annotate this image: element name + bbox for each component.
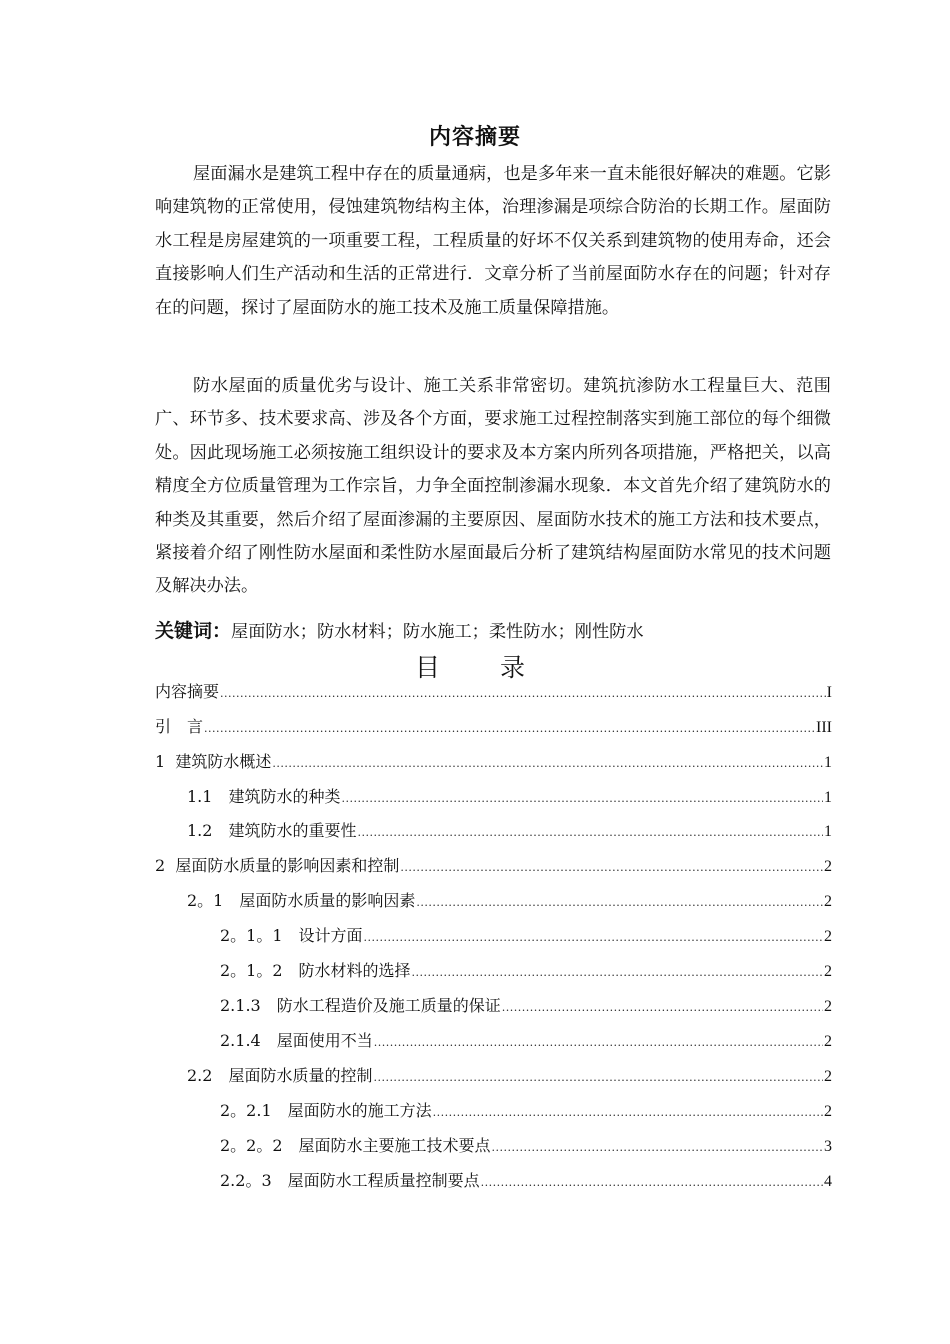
toc-entry-label: 引 言	[155, 717, 204, 736]
toc-entry-page: 1	[824, 823, 832, 840]
toc-entry[interactable]	[220, 994, 832, 1018]
toc-entry-label: 2。1。2 防水材料的选择	[220, 961, 411, 980]
toc-entry[interactable]	[187, 1064, 832, 1088]
abstract-paragraph-1: 屋面漏水是建筑工程中存在的质量通病，也是多年来一直未能很好解决的难题。它影响建筑物的正常使用，侵蚀建筑物结构主体，治理渗漏是项综合防治的长期工作。屋面防水工程是房屋建筑的一项重要工程，工程质量的好坏不仅关系到建筑物的使用寿命，还会直接影响人们生产活动和生活的正常进行．文章分析了当前屋面防水存在的问题；针对存在的问题，探讨了屋面防水的施工技术及施工质量保障措施。	[155, 164, 831, 318]
abstract-paragraph-2: 防水屋面的质量优劣与设计、施工关系非常密切。建筑抗渗防水工程量巨大、范围广、环节多、技术要求高、涉及各个方面，要求施工过程控制落实到施工部位的每个细微处。因此现场施工必须按施工组织设计的要求及本方案内所列各项措施，严格把关，以高精度全方位质量管理为工作宗旨，力争全面控制渗漏水现象．本文首先介绍了建筑防水的种类及其重要，然后介绍了屋面渗漏的主要原因、屋面防水技术的施工方法和技术要点，紧接着介绍了刚性防水屋面和柔性防水屋面最后分析了建筑结构屋面防水常见的技术问题及解决办法。	[155, 376, 831, 597]
toc-entry[interactable]	[187, 819, 832, 843]
toc-entry-page: 4	[824, 1173, 832, 1190]
toc-entry[interactable]	[220, 959, 832, 983]
toc-leader-dots	[492, 1136, 823, 1160]
keywords-label: 关键词：	[155, 620, 232, 642]
toc-entry-page: 2	[824, 1068, 832, 1085]
toc-leader-dots	[502, 996, 823, 1020]
toc-entry[interactable]	[187, 889, 832, 913]
toc-entry-page: I	[826, 684, 832, 701]
toc-entry-page: 2	[824, 998, 832, 1015]
toc-entry[interactable]	[220, 924, 832, 948]
toc-entry[interactable]	[187, 785, 832, 809]
toc-entry[interactable]	[155, 750, 832, 774]
toc-entry-page: III	[816, 719, 832, 736]
toc-entry[interactable]	[155, 854, 832, 878]
abstract-title: 内容摘要	[428, 125, 521, 150]
toc-leader-dots	[416, 891, 823, 915]
toc-leader-dots	[341, 787, 823, 811]
toc-leader-dots	[481, 1171, 823, 1195]
toc-entry-page: 3	[824, 1138, 832, 1155]
toc-entry[interactable]	[155, 715, 832, 739]
keywords-text: 屋面防水；防水材料；防水施工；柔性防水；刚性防水	[231, 622, 644, 642]
toc-leader-dots	[400, 856, 823, 880]
toc-leader-dots	[373, 1066, 823, 1090]
toc-entry[interactable]	[155, 680, 832, 704]
toc-entry-label: 2。1 屋面防水质量的影响因素	[187, 891, 416, 910]
toc-entry-label: 2.2 屋面防水质量的控制	[187, 1066, 373, 1085]
toc-entry[interactable]	[220, 1134, 832, 1158]
toc-entry-page: 2	[824, 893, 832, 910]
toc-entry-label: 1.2 建筑防水的重要性	[187, 821, 357, 840]
toc-entry-label: 2。2.1 屋面防水的施工方法	[220, 1101, 432, 1120]
toc-leader-dots	[374, 1031, 823, 1055]
keywords-line	[155, 616, 644, 647]
toc-entry-label: 2。1。1 设计方面	[220, 926, 363, 945]
toc-leader-dots	[220, 682, 826, 706]
toc-entry-label: 2 屋面防水质量的影响因素和控制	[155, 856, 400, 875]
toc-entry-label: 2.1.3 防水工程造价及施工质量的保证	[220, 996, 501, 1015]
toc-entry[interactable]	[220, 1099, 832, 1123]
toc-entry-label: 1.1 建筑防水的种类	[187, 787, 341, 806]
toc-entry[interactable]	[220, 1169, 832, 1193]
toc-leader-dots	[357, 821, 823, 845]
toc-entry-label: 1 建筑防水概述	[155, 752, 272, 771]
toc-entry[interactable]	[220, 1029, 832, 1053]
toc-entry-label: 2.1.4 屋面使用不当	[220, 1031, 373, 1050]
toc-title: 目录	[414, 653, 585, 682]
toc-leader-dots	[272, 752, 823, 776]
toc-entry-page: 2	[824, 928, 832, 945]
toc-entry-label: 2.2。3 屋面防水工程质量控制要点	[220, 1171, 480, 1190]
toc-leader-dots	[433, 1101, 823, 1125]
toc-entry-page: 2	[824, 963, 832, 980]
toc-entry-page: 2	[824, 1103, 832, 1120]
toc-entry-page: 1	[824, 789, 832, 806]
toc-entry-page: 2	[824, 1033, 832, 1050]
toc-entry-page: 1	[824, 754, 832, 771]
toc-leader-dots	[204, 717, 815, 741]
toc-entry-page: 2	[824, 858, 832, 875]
toc-entry-label: 内容摘要	[155, 682, 220, 701]
toc-leader-dots	[412, 961, 823, 985]
toc-entry-label: 2。2。2 屋面防水主要施工技术要点	[220, 1136, 491, 1155]
toc-leader-dots	[364, 926, 823, 950]
